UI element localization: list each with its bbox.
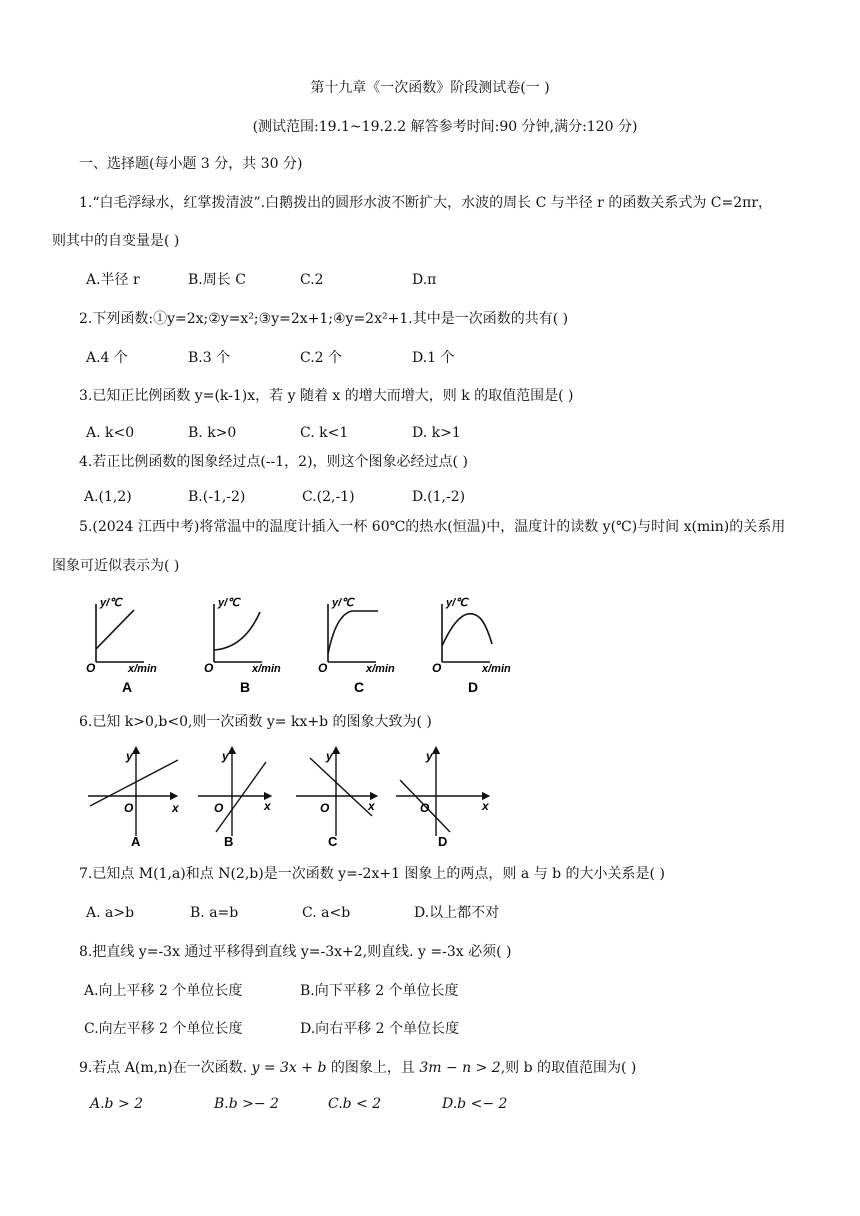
- question-9-math-2: 3m − n > 2: [419, 1060, 501, 1076]
- q5-d-ylabel: y/℃: [446, 597, 468, 609]
- question-4-stem: 4.若正比例函数的图象经过点(--1，2)，则这个图象必经过点( ): [79, 454, 468, 470]
- question-8-stem: 8.把直线 y=-3x 通过平移得到直线 y=-3x+2,则直线. y =-3x 必须( ): [79, 944, 512, 960]
- question-8-option-d: D.向右平移 2 个单位长度: [300, 1021, 459, 1037]
- q5-a-letter: A: [122, 679, 133, 695]
- question-4-option-b: B.(-1,-2): [188, 489, 246, 505]
- question-2-option-c: C.2 个: [300, 350, 343, 366]
- q6-a-letter: A: [131, 834, 141, 848]
- question-1-option-d: D.π: [412, 272, 437, 288]
- question-6-stem: 6.已知 k>0,b<0,则一次函数 y= kx+b 的图象大致为( ): [79, 714, 432, 730]
- q5-c-origin: O: [318, 661, 328, 675]
- q5-graph-d: [432, 597, 511, 695]
- q5-a-origin: O: [86, 661, 96, 675]
- question-9-stem: [79, 1059, 636, 1077]
- question-9-option-d: D.b <− 2: [442, 1096, 508, 1112]
- q5-graph-b: [204, 597, 281, 695]
- question-7-stem: 7.已知点 M(1,a)和点 N(2,b)是一次函数 y=-2x+1 图象上的两点，则 a 与 b 的大小关系是( ): [79, 866, 665, 882]
- q6-b-x: x: [264, 799, 271, 813]
- q6-b-letter: B: [224, 834, 234, 848]
- q6-c-o: O: [320, 801, 330, 815]
- question-4-option-a: A.(1,2): [84, 489, 132, 505]
- q6-b-o: O: [214, 801, 224, 815]
- q5-d-origin: O: [432, 661, 442, 675]
- q5-c-ylabel: y/℃: [332, 597, 354, 609]
- q6-c-letter: C: [328, 834, 338, 848]
- question-9-option-b: B.b >− 2: [214, 1096, 279, 1112]
- question-2-option-a: A.4 个: [86, 350, 128, 366]
- question-9-stem-b: 的图象上，且: [326, 1060, 420, 1076]
- q5-b-origin: O: [204, 661, 214, 675]
- question-3-option-b: B. k>0: [188, 425, 237, 441]
- question-8-option-a: A.向上平移 2 个单位长度: [84, 983, 243, 999]
- question-5-graphs: [82, 594, 522, 696]
- q5-graph-c: [318, 597, 395, 695]
- q5-graph-a: [86, 597, 157, 695]
- q6-graph-b: [198, 749, 272, 848]
- question-1-option-b: B.周长 C: [188, 272, 246, 288]
- question-4-option-c: C.(2,-1): [302, 489, 355, 505]
- q5-a-xlabel: x/min: [128, 663, 157, 675]
- q5-c-xlabel: x/min: [366, 663, 395, 675]
- question-9-stem-a: 9.若点 A(m,n)在一次函数.: [79, 1060, 252, 1076]
- question-2-option-b: B.3 个: [188, 350, 231, 366]
- q6-a-y: y: [126, 749, 133, 763]
- question-3-option-d: D. k>1: [412, 425, 461, 441]
- question-4-option-d: D.(1,-2): [412, 489, 466, 505]
- question-7-option-d: D.以上都不对: [414, 905, 500, 921]
- q6-b-y: y: [222, 749, 229, 763]
- question-1-stem-cont: 则其中的自变量是( ): [52, 233, 180, 249]
- question-9-math-1: y = 3x + b: [251, 1060, 327, 1076]
- question-8-option-b: B.向下平移 2 个单位长度: [300, 983, 459, 999]
- question-1-option-a: A.半径 r: [86, 272, 140, 288]
- page-title: 第十九章《一次函数》阶段测试卷(一 ): [310, 80, 550, 96]
- question-2-option-d: D.1 个: [412, 350, 455, 366]
- question-7-option-a: A. a>b: [86, 905, 135, 921]
- q5-d-xlabel: x/min: [482, 663, 511, 675]
- q6-d-x: x: [482, 799, 489, 813]
- q6-a-x: x: [172, 801, 179, 815]
- question-6-graphs: [82, 744, 502, 848]
- question-1-option-c: C.2: [300, 272, 324, 288]
- question-7-option-b: B. a=b: [190, 905, 239, 921]
- q6-c-x: x: [368, 799, 375, 813]
- q5-b-ylabel: y/℃: [218, 597, 240, 609]
- q6-d-o: O: [420, 801, 430, 815]
- q6-c-y: y: [326, 749, 333, 763]
- page-subtitle: (测试范围:19.1~19.2.2 解答参考时间:90 分钟,满分:120 分): [252, 119, 638, 135]
- question-8-option-c: C.向左平移 2 个单位长度: [84, 1021, 243, 1037]
- q5-c-letter: C: [354, 679, 365, 695]
- question-7-option-c: C. a<b: [302, 905, 351, 921]
- question-9-stem-c: ,则 b 的取值范围为( ): [500, 1060, 637, 1076]
- q6-graph-a: [88, 749, 180, 848]
- question-1-stem: 1.“白毛浮绿水，红掌拨清波”.白鹅拨出的圆形水波不断扩大，水波的周长 C 与半径 r 的函数关系式为 C=2πr，: [79, 195, 773, 211]
- q6-graph-c: [296, 749, 376, 848]
- q6-d-letter: D: [438, 834, 448, 848]
- q5-b-letter: B: [240, 679, 251, 695]
- q6-a-o: O: [124, 801, 134, 815]
- q6-d-y: y: [426, 749, 433, 763]
- q5-a-ylabel: y/℃: [100, 597, 122, 609]
- question-9-option-a: A.b > 2: [90, 1096, 144, 1112]
- question-5-stem: 5.(2024 江西中考)将常温中的温度计插入一杯 60℃的热水(恒温)中，温度计的读数 y(℃)与时间 x(min)的关系用: [79, 519, 786, 535]
- question-3-option-a: A. k<0: [86, 425, 135, 441]
- question-5-stem-cont: 图象可近似表示为( ): [52, 558, 180, 574]
- q5-b-xlabel: x/min: [252, 663, 281, 675]
- section-heading: 一、选择题(每小题 3 分，共 30 分): [79, 156, 303, 172]
- q5-d-letter: D: [468, 679, 479, 695]
- question-9-option-c: C.b < 2: [328, 1096, 382, 1112]
- question-3-option-c: C. k<1: [300, 425, 349, 441]
- q6-graph-d: [396, 749, 490, 848]
- question-3-stem: 3.已知正比例函数 y=(k-1)x，若 y 随着 x 的增大而增大，则 k 的取值范围是( ): [79, 388, 574, 404]
- question-2-stem: 2.下列函数:①y=2x;②y=x²;③y=2x+1;④y=2x²+1.其中是一次函数的共有( ): [79, 311, 569, 327]
